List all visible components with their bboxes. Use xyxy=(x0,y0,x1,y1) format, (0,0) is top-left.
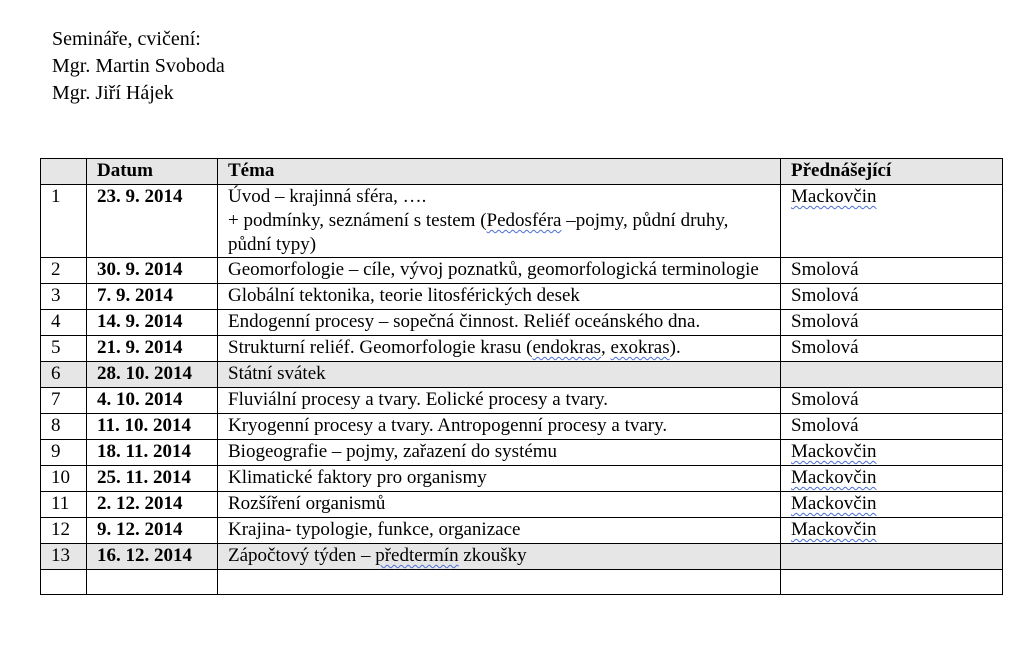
row-lecturer xyxy=(781,466,1003,492)
row-num: 10 xyxy=(41,466,87,492)
header-num xyxy=(41,159,87,185)
spellcheck-word: Mackovčin xyxy=(791,186,877,207)
row-topic: Klimatické faktory pro organismy xyxy=(218,466,781,492)
row-num: 2 xyxy=(41,258,87,284)
row-topic-text: Zápočtový týden – xyxy=(228,545,376,566)
row-topic: Kryogenní procesy a tvary. Antropogenní procesy a tvary. xyxy=(218,414,781,440)
row-date: 9. 12. 2014 xyxy=(87,518,218,544)
row-num: 13 xyxy=(41,544,87,570)
row-topic-text: , xyxy=(601,337,611,358)
spellcheck-word: endokras xyxy=(532,337,602,358)
spellcheck-word: Pedosféra xyxy=(486,210,562,231)
spellcheck-word: Mackovčin xyxy=(791,441,877,462)
row-num: 5 xyxy=(41,336,87,362)
header-date: Datum xyxy=(87,159,218,185)
row-num: 3 xyxy=(41,284,87,310)
row-topic: Fluviální procesy a tvary. Eolické procesy a tvary. xyxy=(218,388,781,414)
table-row xyxy=(41,310,1003,336)
spellcheck-word: Mackovčin xyxy=(791,467,877,488)
schedule-table xyxy=(40,158,1003,595)
table-header-row xyxy=(41,159,1003,185)
heading-line-svoboda: Mgr. Martin Svoboda xyxy=(52,55,225,77)
spellcheck-word: Mackovčin xyxy=(791,519,877,540)
row-num: 1 xyxy=(41,185,87,258)
table-row xyxy=(41,492,1003,518)
row-lecturer: Smolová xyxy=(781,284,1003,310)
empty-cell xyxy=(218,570,781,595)
row-date: 4. 10. 2014 xyxy=(87,388,218,414)
table-row xyxy=(41,518,1003,544)
row-lecturer: Smolová xyxy=(781,336,1003,362)
table-row xyxy=(41,414,1003,440)
spellcheck-word: exokras xyxy=(610,337,670,358)
empty-cell xyxy=(41,570,87,595)
row-topic: Státní svátek xyxy=(218,362,781,388)
table-row-holiday xyxy=(41,362,1003,388)
row-topic xyxy=(218,544,781,570)
row-date: 21. 9. 2014 xyxy=(87,336,218,362)
row-lecturer xyxy=(781,492,1003,518)
row-date: 7. 9. 2014 xyxy=(87,284,218,310)
row-topic-text: zkoušky xyxy=(458,545,527,566)
row-lecturer xyxy=(781,185,1003,258)
row-num: 7 xyxy=(41,388,87,414)
row-date: 16. 12. 2014 xyxy=(87,544,218,570)
row-num: 9 xyxy=(41,440,87,466)
row-topic: Endogenní procesy – sopečná činnost. Reliéf oceánského dna. xyxy=(218,310,781,336)
row-topic: Krajina- typologie, funkce, organizace xyxy=(218,518,781,544)
table-row xyxy=(41,284,1003,310)
row-num: 11 xyxy=(41,492,87,518)
row-date: 14. 9. 2014 xyxy=(87,310,218,336)
spellcheck-word: Mackovčin xyxy=(791,493,877,514)
row-num: 12 xyxy=(41,518,87,544)
heading-line-seminars: Semináře, cvičení: xyxy=(52,28,201,50)
row-num: 6 xyxy=(41,362,87,388)
heading-line-hajek: Mgr. Jiří Hájek xyxy=(52,82,174,104)
row-topic-text: + podmínky, seznámení s testem ( xyxy=(228,210,487,231)
heading xyxy=(52,26,225,107)
row-date: 25. 11. 2014 xyxy=(87,466,218,492)
header-topic: Téma xyxy=(218,159,781,185)
row-topic: Biogeografie – pojmy, zařazení do systému xyxy=(218,440,781,466)
table-row xyxy=(41,336,1003,362)
table-row xyxy=(41,185,1003,258)
row-date: 23. 9. 2014 xyxy=(87,185,218,258)
row-lecturer: Smolová xyxy=(781,310,1003,336)
row-lecturer: Smolová xyxy=(781,258,1003,284)
header-lecturer: Přednášející xyxy=(781,159,1003,185)
row-topic-line: Úvod – krajinná sféra, …. xyxy=(228,186,427,207)
row-date: 30. 9. 2014 xyxy=(87,258,218,284)
row-topic: Rozšíření organismů xyxy=(218,492,781,518)
table-row xyxy=(41,466,1003,492)
row-lecturer: Smolová xyxy=(781,388,1003,414)
table-row-empty xyxy=(41,570,1003,595)
table-row xyxy=(41,440,1003,466)
row-lecturer xyxy=(781,518,1003,544)
row-date: 18. 11. 2014 xyxy=(87,440,218,466)
row-topic: Globální tektonika, teorie litosférických desek xyxy=(218,284,781,310)
row-lecturer xyxy=(781,440,1003,466)
row-num: 8 xyxy=(41,414,87,440)
row-topic-text: ). xyxy=(669,337,681,358)
row-topic xyxy=(218,336,781,362)
empty-cell xyxy=(781,570,1003,595)
row-topic-text: Strukturní reliéf. Geomorfologie krasu ( xyxy=(228,337,533,358)
empty-cell xyxy=(87,570,218,595)
row-date: 2. 12. 2014 xyxy=(87,492,218,518)
table-row xyxy=(41,258,1003,284)
spellcheck-word: předtermín xyxy=(375,545,459,566)
table-row-exam-week xyxy=(41,544,1003,570)
row-lecturer xyxy=(781,544,1003,570)
row-lecturer xyxy=(781,362,1003,388)
row-topic-text: –pojmy, půdní druhy, půdní typy) xyxy=(228,210,729,255)
row-date: 28. 10. 2014 xyxy=(87,362,218,388)
row-date: 11. 10. 2014 xyxy=(87,414,218,440)
row-lecturer: Smolová xyxy=(781,414,1003,440)
row-num: 4 xyxy=(41,310,87,336)
row-topic: Geomorfologie – cíle, vývoj poznatků, geomorfologická terminologie xyxy=(218,258,781,284)
table-row xyxy=(41,388,1003,414)
row-topic xyxy=(218,185,781,258)
